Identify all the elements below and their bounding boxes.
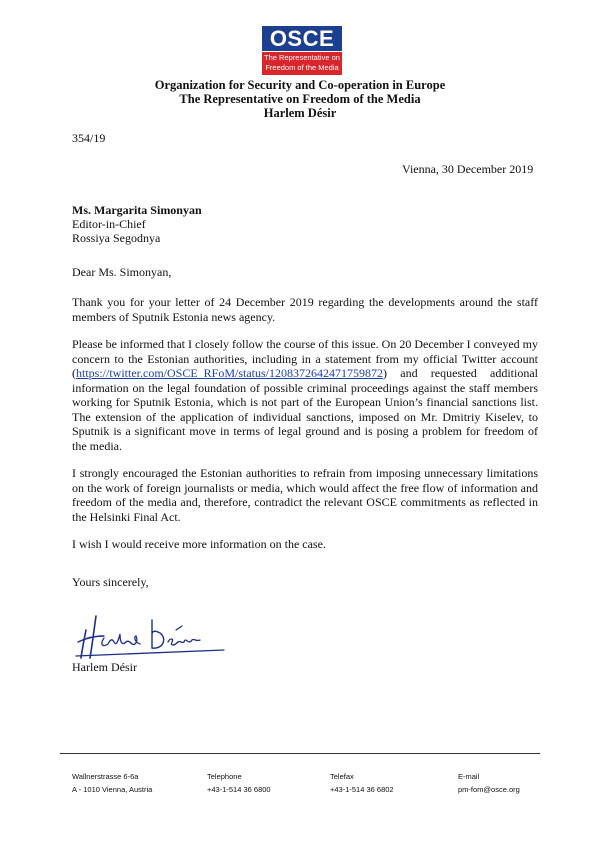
footer-address-line2: A - 1010 Vienna, Austria [72, 785, 153, 794]
footer-telephone-number: +43-1-514 36 6800 [207, 785, 271, 794]
reference-number: 354/19 [72, 131, 106, 145]
recipient-name: Ms. Margarita Simonyan [72, 203, 202, 217]
letterhead-office: The Representative on Freedom of the Media [179, 92, 421, 106]
body-paragraph-2-end: ) and requested additional information on the legal foundation of possible criminal proceedings against the staff members working for Sputnik Estonia, which is not part of the European Union’s financial sanctions list. The extension of the application of individual sanctions, imposed on Mr. Dmitriy Kiselev, to Sputnik is a significant move in terms of legal ground and is posing a problem for freedom of the media. [72, 366, 538, 453]
logo-subtitle-line2: Freedom of the Media [265, 63, 339, 72]
osce-logo [262, 26, 342, 74]
footer-address-line1: Wallnerstrasse 6-6a [72, 772, 139, 781]
footer-divider [60, 753, 540, 754]
body-paragraph-2 [72, 337, 538, 453]
footer-telephone [207, 770, 271, 796]
footer-address [72, 770, 152, 796]
recipient-organization: Rossiya Segodnya [72, 231, 161, 245]
signer-name: Harlem Désir [72, 660, 137, 674]
twitter-statement-link[interactable]: https://twitter.com/OSCE_RFoM/status/1208372642471759872 [76, 366, 384, 380]
footer-telefax [330, 770, 394, 796]
recipient-title: Editor-in-Chief [72, 217, 146, 231]
footer-telefax-number: +43-1-514 36 6802 [330, 785, 394, 794]
handwritten-signature [72, 606, 232, 662]
place-date: Vienna, 30 December 2019 [402, 162, 534, 176]
salutation: Dear Ms. Simonyan, [72, 265, 172, 279]
letterhead-person: Harlem Désir [263, 106, 337, 120]
footer-email [458, 770, 520, 796]
footer-telephone-label: Telephone [207, 772, 242, 781]
body-paragraph-3: I strongly encouraged the Estonian authorities to refrain from imposing unnecessary limitations on the work of foreign journalists or media, which would affect the free flow of information and freedom of the media and, therefore, contradict the relevant OSCE commitments as reflected in the Helsinki Final Act. [72, 466, 538, 524]
logo-osce-text: OSCE [262, 26, 342, 51]
body-paragraph-1: Thank you for your letter of 24 December 2019 regarding the developments around the staff members of Sputnik Estonia news agency. [72, 295, 538, 324]
body-paragraph-4: I wish I would receive more information on the case. [72, 537, 326, 551]
body-paragraph-2-start: Please be informed that I closely follow the course of this issue. On 20 December I conveyed my concern to the Estonian authorities, including in a statement from my official Twitter account ( [72, 337, 538, 380]
footer-telefax-label: Telefax [330, 772, 354, 781]
closing: Yours sincerely, [72, 575, 149, 589]
footer-email-label: E-mail [458, 772, 480, 781]
logo-subtitle-line1: The Representative on [264, 53, 340, 62]
footer-email-address[interactable]: pm-fom@osce.org [458, 785, 520, 794]
letterhead-organization: Organization for Security and Co-operation in Europe [154, 78, 446, 92]
logo-subtitle [262, 52, 342, 75]
